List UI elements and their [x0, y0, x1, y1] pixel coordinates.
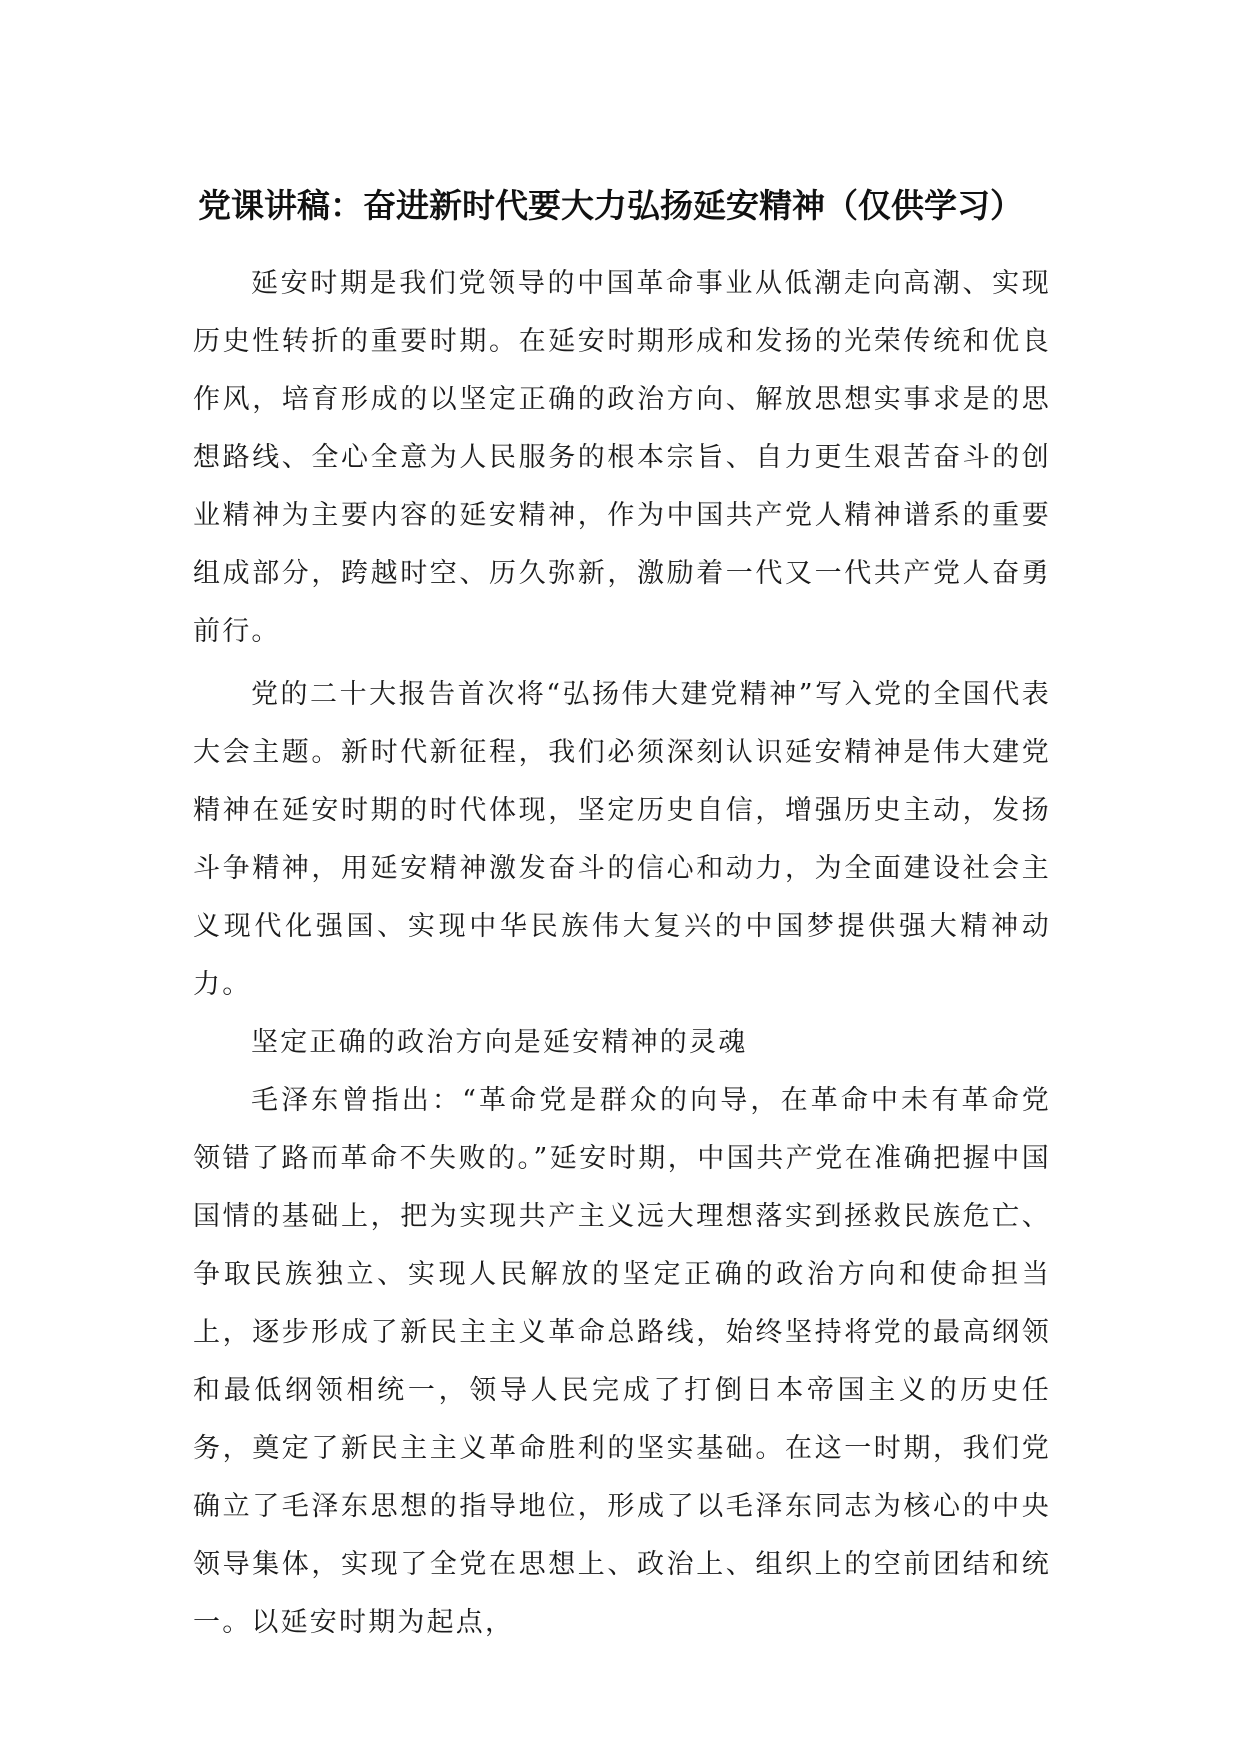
paragraph-3: 毛泽东曾指出：“革命党是群众的向导，在革命中未有革命党领错了路而革命不失败的。”延安时期，中国共产党在准确把握中国国情的基础上，把为实现共产主义远大理想落实到拯救民族危亡、争取民族独立、实现人民解放的坚定正确的政治方向和使命担当上，逐步形成了新民主主义革命总路线，始终坚持将党的最高纲领和最低纲领相统一，领导人民完成了打倒日本帝国主义的历史任务，奠定了新民主主义革命胜利的坚实基础。在这一时期，我们党确立了毛泽东思想的指导地位，形成了以毛泽东同志为核心的中央领导集体，实现了全党在思想上、政治上、组织上的空前团结和统一。以延安时期为起点， — [193, 1085, 1051, 1638]
document-title: 党课讲稿：奋进新时代要大力弘扬延安精神（仅供学习） — [198, 186, 1023, 225]
document-body — [193, 255, 1051, 1652]
paragraph-1: 延安时期是我们党领导的中国革命事业从低潮走向高潮、实现历史性转折的重要时期。在延安时期形成和发扬的光荣传统和优良作风，培育形成的以坚定正确的政治方向、解放思想实事求是的思想路线、全心全意为人民服务的根本宗旨、自力更生艰苦奋斗的创业精神为主要内容的延安精神，作为中国共产党人精神谱系的重要组成部分，跨越时空、历久弥新，激励着一代又一代共产党人奋勇前行。 — [193, 268, 1051, 647]
section-heading: 坚定正确的政治方向是延安精神的灵魂 — [251, 1027, 748, 1058]
paragraph-2: 党的二十大报告首次将“弘扬伟大建党精神”写入党的全国代表大会主题。新时代新征程，我们必须深刻认识延安精神是伟大建党精神在延安时期的时代体现，坚定历史自信，增强历史主动，发扬斗争精神，用延安精神激发奋斗的信心和动力，为全面建设社会主义现代化强国、实现中华民族伟大复兴的中国梦提供强大精神动力。 — [193, 679, 1051, 1000]
